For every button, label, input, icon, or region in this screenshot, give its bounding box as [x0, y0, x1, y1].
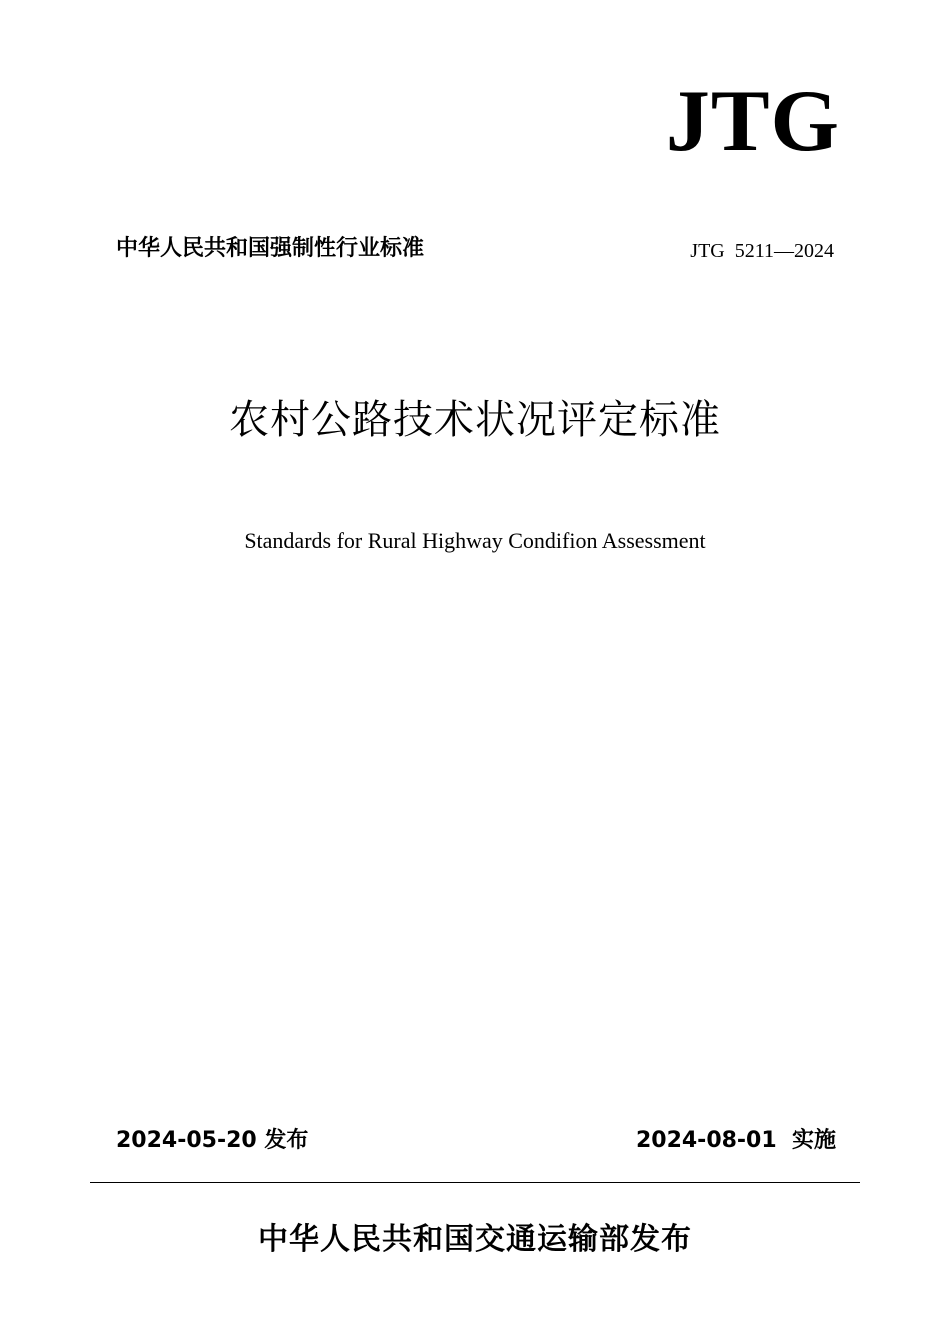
document-title-english: Standards for Rural Highway Condifion Assessment — [244, 528, 706, 553]
footer-divider — [90, 1182, 860, 1183]
publisher: 中华人民共和国交通运输部发布 — [258, 1222, 692, 1257]
standard-category: 中华人民共和国强制性行业标准 — [116, 236, 425, 261]
jtg-logo: JTG — [665, 73, 840, 170]
issue-date: 2024-05-20 发布 — [116, 1128, 309, 1153]
standard-number: JTG 5211—2024 — [690, 240, 834, 262]
document-title-chinese: 农村公路技术状况评定标准 — [229, 397, 721, 443]
implementation-date: 2024-08-01 实施 — [635, 1128, 836, 1153]
